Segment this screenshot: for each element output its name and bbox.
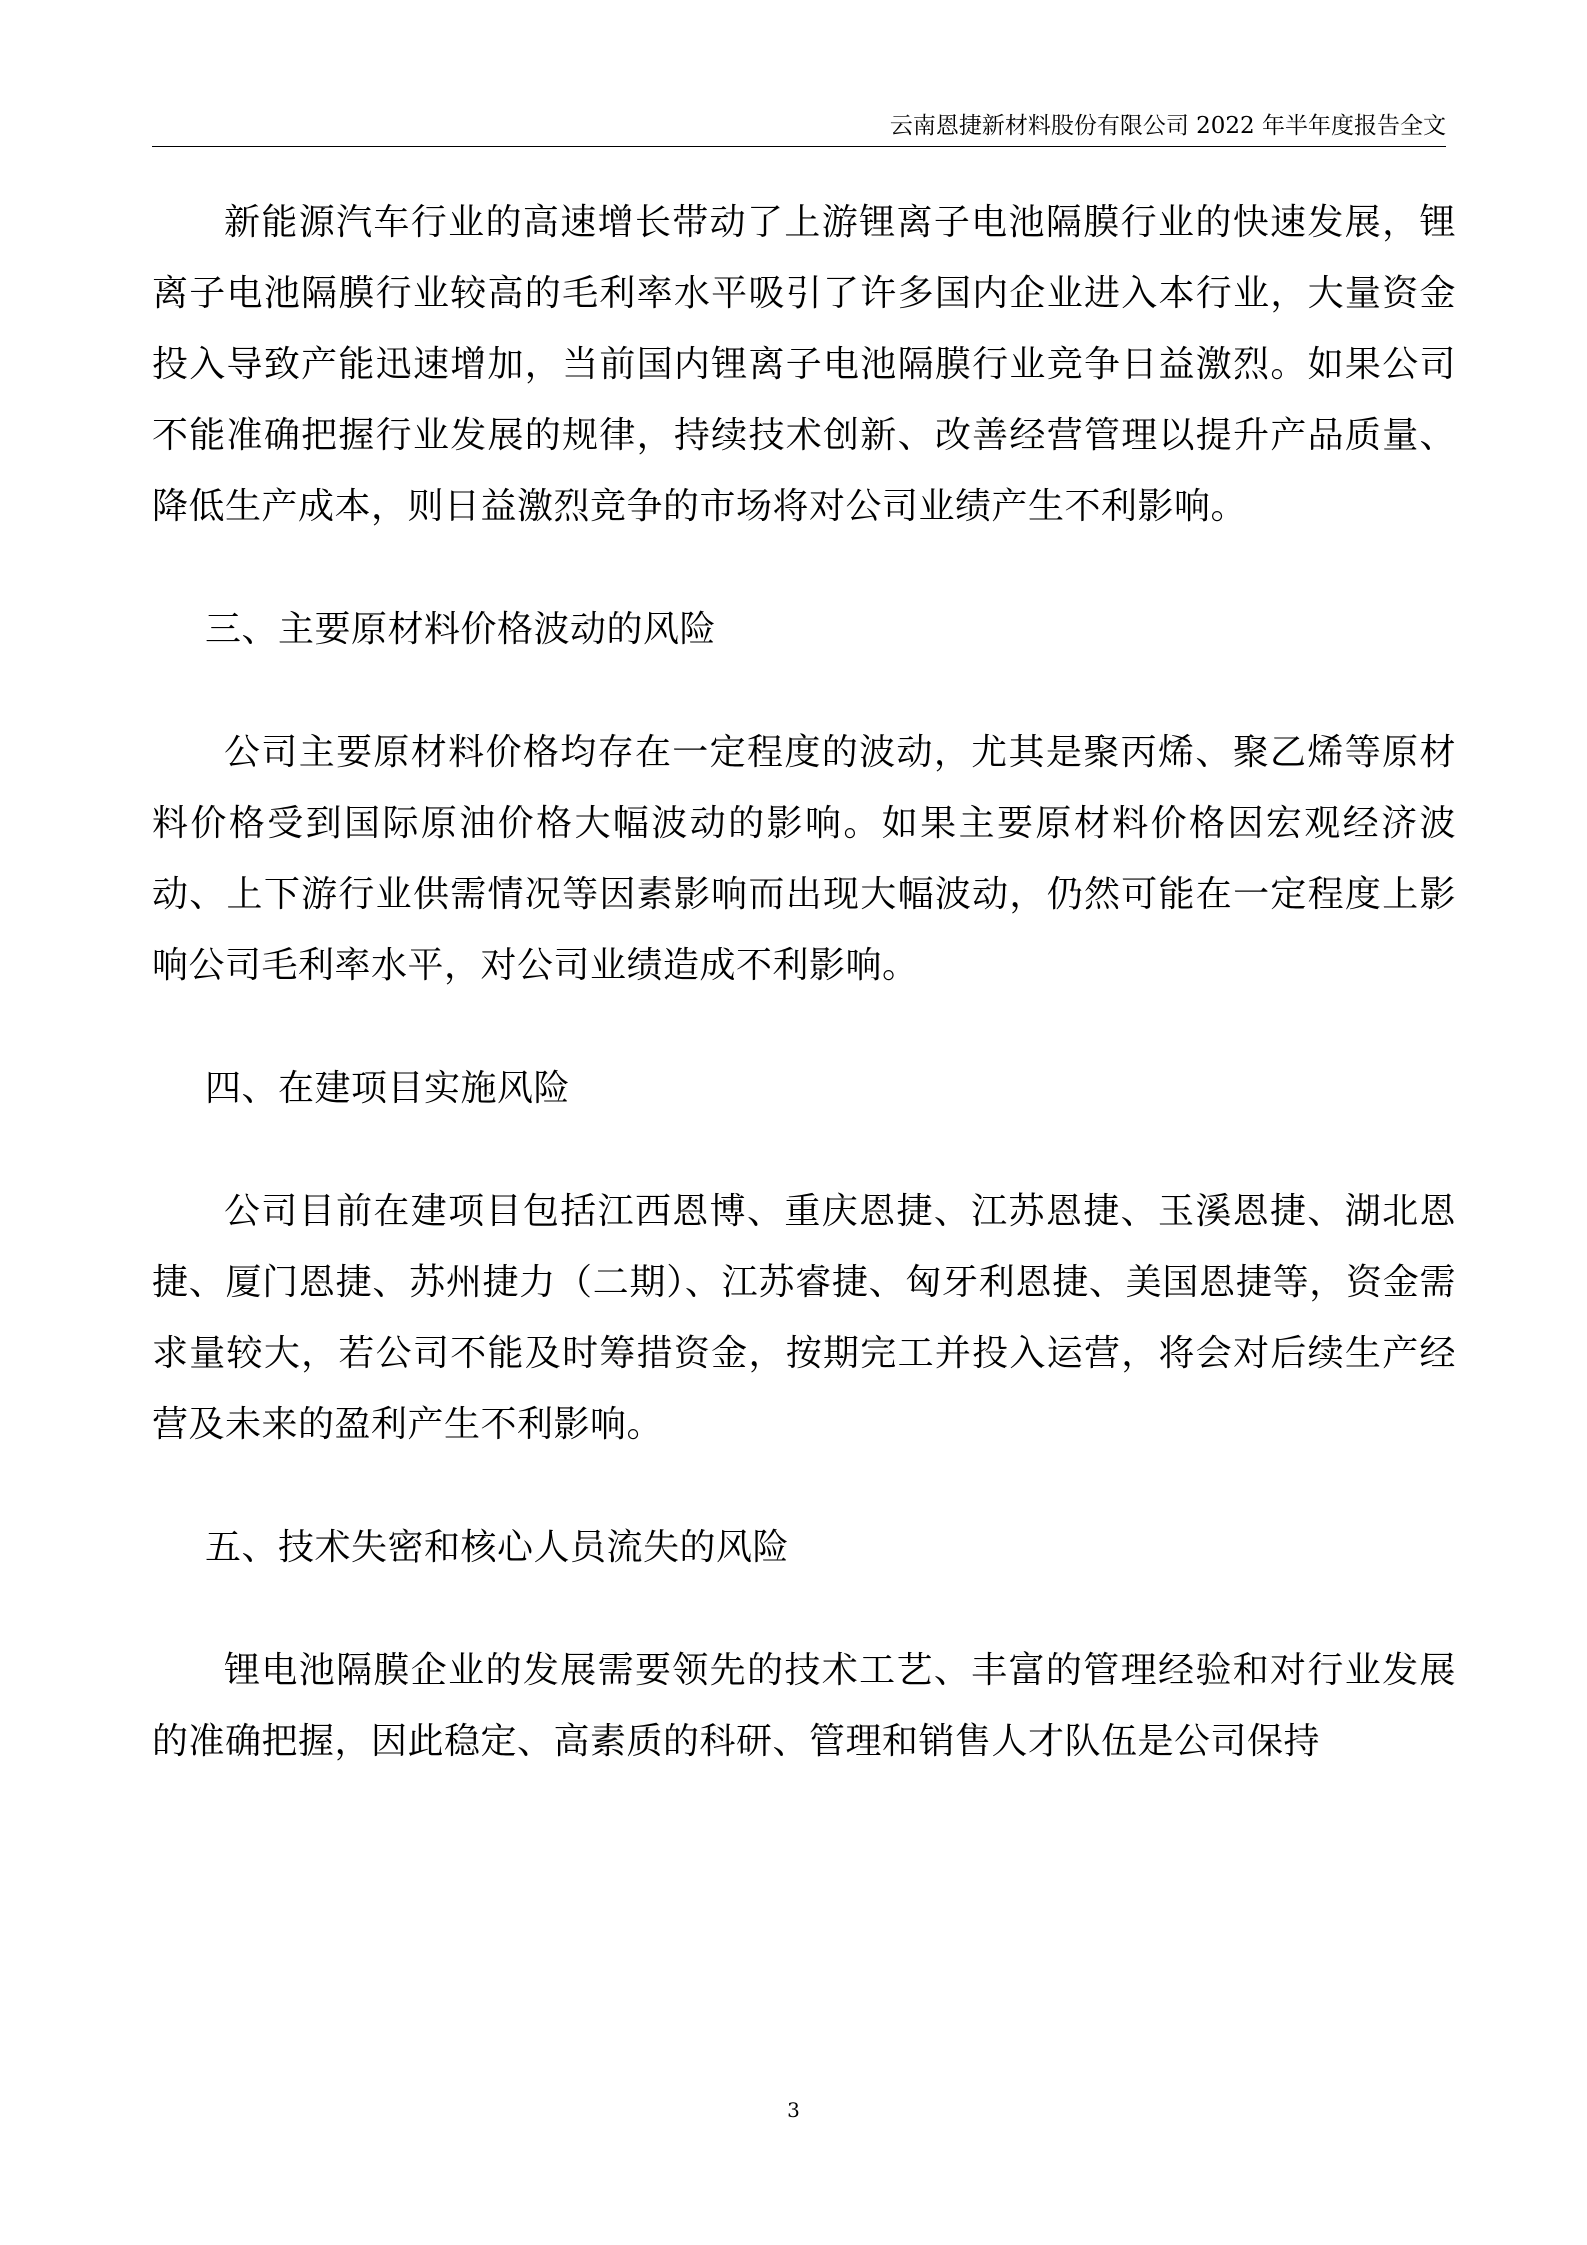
heading-construction-project-risk: 四、在建项目实施风险 [205, 1068, 571, 1109]
spacer [152, 1460, 1456, 1512]
heading-technology-personnel-risk: 五、技术失密和核心人员流失的风险 [205, 1527, 790, 1568]
spacer [152, 542, 1456, 594]
paragraph-technology-personnel-risk: 锂电池隔膜企业的发展需要领先的技术工艺、丰富的管理经验和对行业发展的准确把握，因此稳定、高素质的科研、管理和销售人才队伍是公司保持 [152, 1650, 1456, 1762]
paragraph-industry-competition: 新能源汽车行业的高速增长带动了上游锂离子电池隔膜行业的快速发展，锂离子电池隔膜行业较高的毛利率水平吸引了许多国内企业进入本行业，大量资金投入导致产能迅速增加，当前国内锂离子电池隔膜行业竞争日益激烈。如果公司不能准确把握行业发展的规律，持续技术创新、改善经营管理以提升产品质量、降低生产成本，则日益激烈竞争的市场将对公司业绩产生不利影响。 [152, 202, 1456, 527]
report-header-title: 云南恩捷新材料股份有限公司 2022 年半年度报告全文 [889, 113, 1446, 139]
spacer [152, 665, 1456, 717]
spacer [152, 1001, 1456, 1053]
header-divider [152, 146, 1446, 147]
heading-raw-material-risk: 三、主要原材料价格波动的风险 [205, 609, 717, 650]
spacer [152, 1124, 1456, 1176]
report-body [152, 187, 1456, 1777]
paragraph-construction-project-risk: 公司目前在建项目包括江西恩博、重庆恩捷、江苏恩捷、玉溪恩捷、湖北恩捷、厦门恩捷、苏州捷力（二期）、江苏睿捷、匈牙利恩捷、美国恩捷等，资金需求量较大，若公司不能及时筹措资金，按期完工并投入运营，将会对后续生产经营及未来的盈利产生不利影响。 [152, 1191, 1456, 1445]
paragraph-raw-material-risk: 公司主要原材料价格均存在一定程度的波动，尤其是聚丙烯、聚乙烯等原材料价格受到国际原油价格大幅波动的影响。如果主要原材料价格因宏观经济波动、上下游行业供需情况等因素影响而出现大幅波动，仍然可能在一定程度上影响公司毛利率水平，对公司业绩造成不利影响。 [152, 732, 1456, 986]
spacer [152, 1583, 1456, 1635]
page-number: 3 [787, 2098, 800, 2122]
